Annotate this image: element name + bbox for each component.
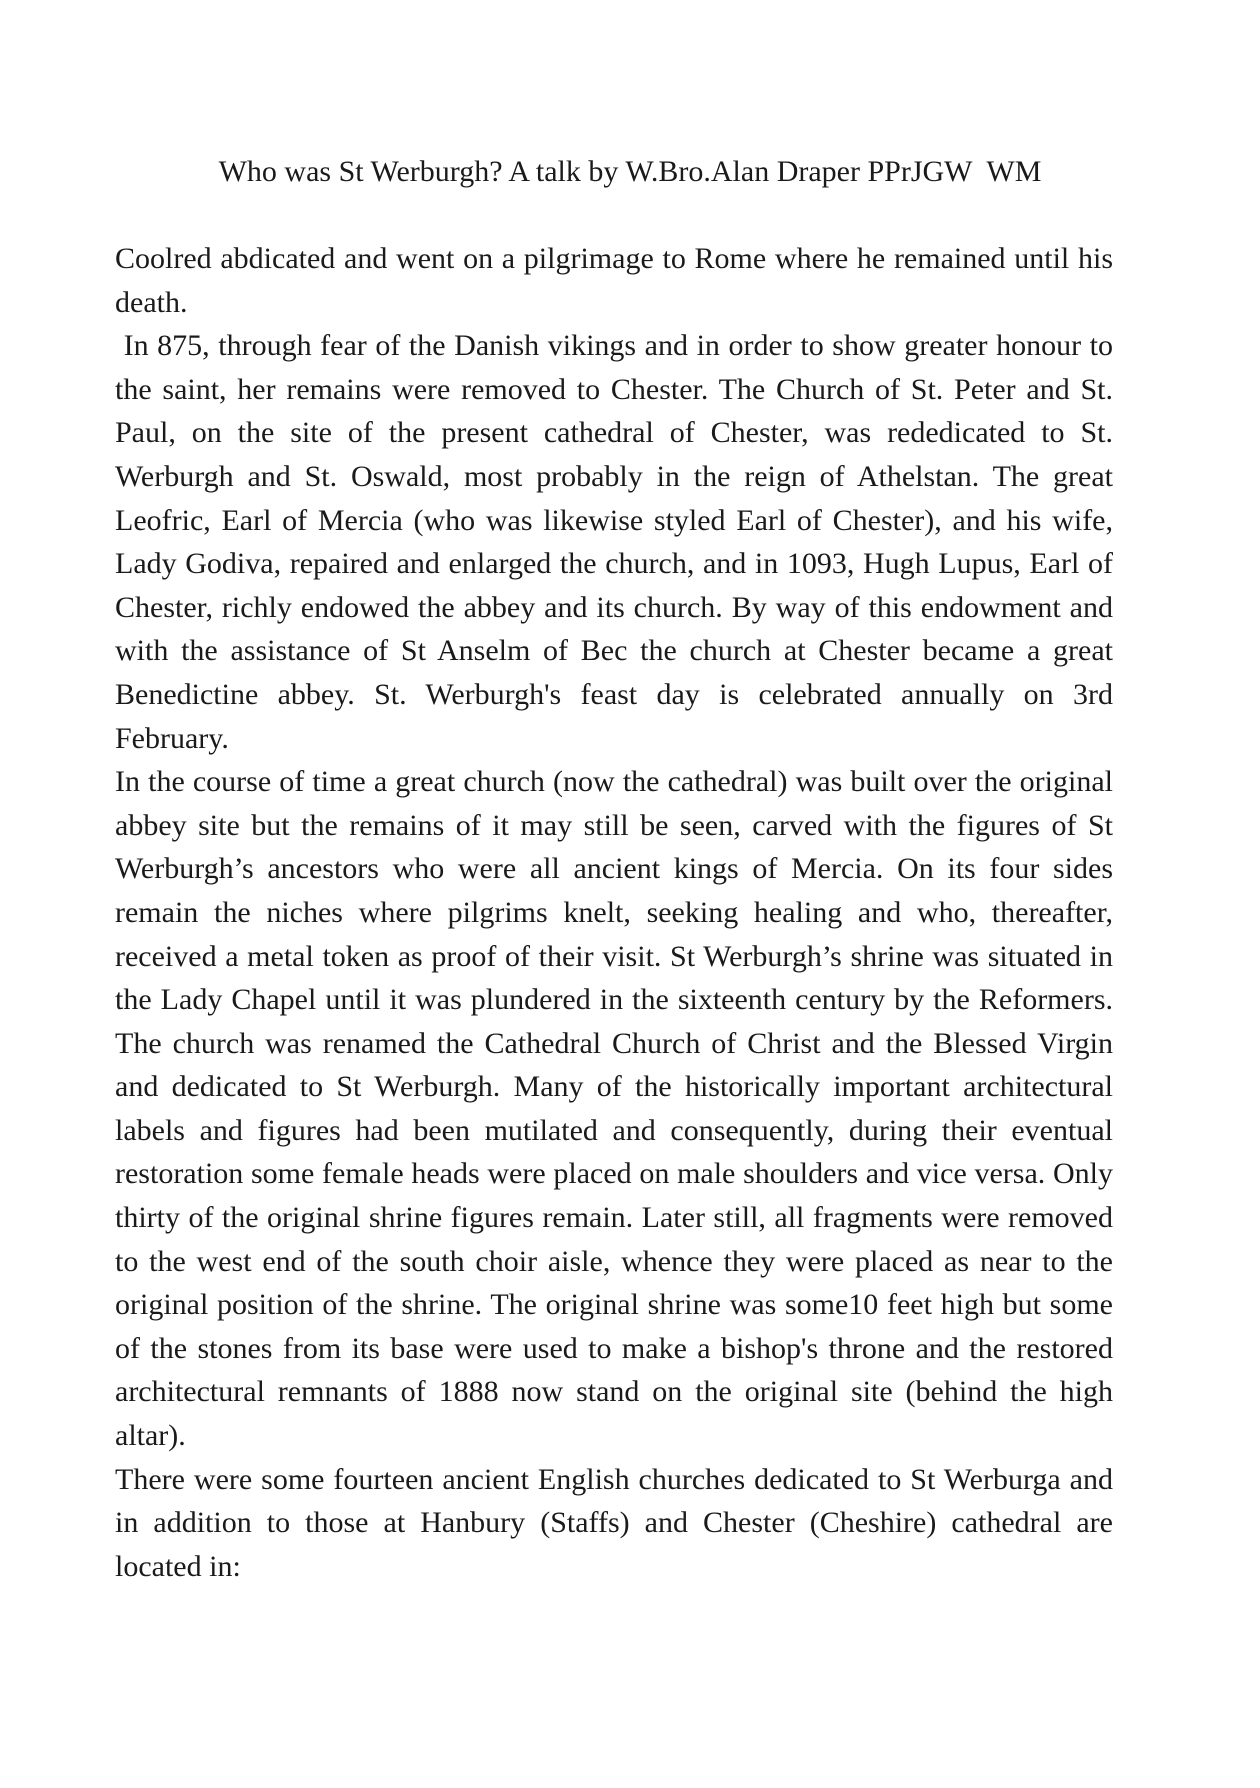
document-title: Who was St Werburgh? A talk by W.Bro.Alan Draper PPrJGW WM xyxy=(218,155,1042,188)
paragraph-remains-to-chester: In 875, through fear of the Danish vikings and in order to show greater honour to the saint, her remains were removed to Chester. The Church of St. Peter and St. Paul, on the site of the present cathedral of Chester, was rededicated to St. Werburgh and St. Oswald, most probably in the reign of Athelstan. The great Leofric, Earl of Mercia (who was likewise styled Earl of Chester), and his wife, Lady Godiva, repaired and enlarged the church, and in 1093, Hugh Lupus, Earl of Chester, richly endowed the abbey and its church. By way of this endowment and with the assistance of St Anselm of Bec the church at Chester became a great Benedictine abbey. St. Werburgh's feast day is celebrated annually on 3rd February. xyxy=(115,329,1113,755)
paragraph-coolred: Coolred abdicated and went on a pilgrimage to Rome where he remained until his death. xyxy=(115,242,1113,319)
document-body xyxy=(115,237,1113,1588)
paragraph-great-church: In the course of time a great church (now the cathedral) was built over the original abbey site but the remains of it may still be seen, carved with the figures of St Werburgh’s ancestors who were all ancient kings of Mercia. On its four sides remain the niches where pilgrims knelt, seeking healing and who, thereafter, received a metal token as proof of their visit. St Werburgh’s shrine was situated in the Lady Chapel until it was plundered in the sixteenth century by the Reformers. The church was renamed the Cathedral Church of Christ and the Blessed Virgin and dedicated to St Werburgh. Many of the historically important architectural labels and figures had been mutilated and consequently, during their eventual restoration some female heads were placed on male shoulders and vice versa. Only thirty of the original shrine figures remain. Later still, all fragments were removed to the west end of the south choir aisle, whence they were placed as near to the original position of the shrine. The original shrine was some10 feet high but some of the stones from its base were used to make a bishop's throne and the restored architectural remnants of 1888 now stand on the original site (behind the high altar). xyxy=(115,765,1113,1453)
paragraph-dedicated-churches: There were some fourteen ancient English churches dedicated to St Werburga and in addition to those at Hanbury (Staffs) and Chester (Cheshire) cathedral are located in: xyxy=(115,1462,1113,1583)
